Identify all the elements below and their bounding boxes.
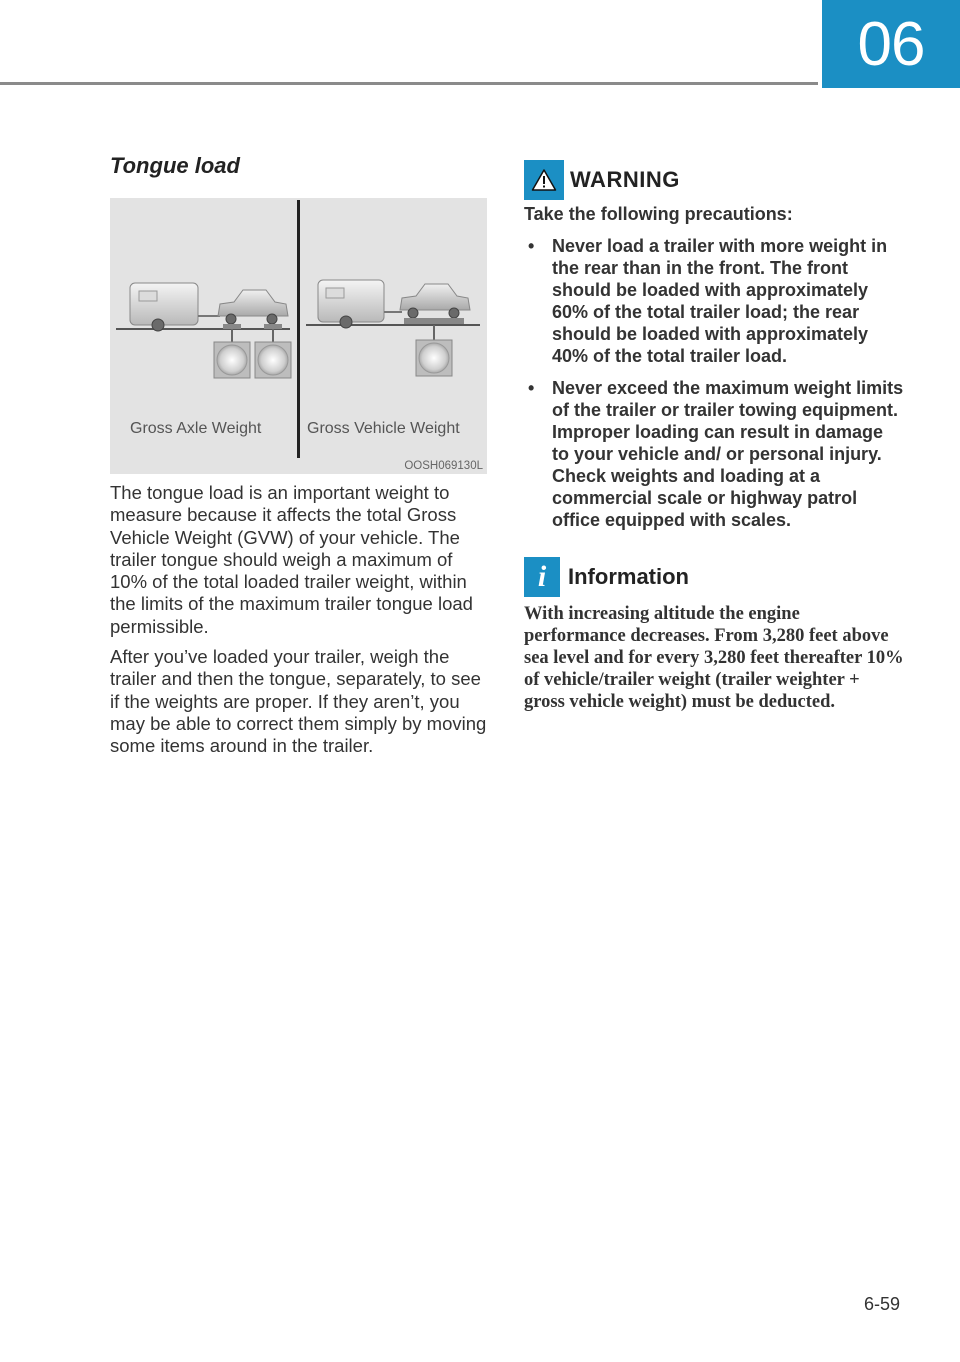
left-column <box>110 152 487 758</box>
information-text: With increasing altitude the engine performance decreases. From 3,280 feet above sea level and for every 3,280 feet thereafter 10% of vehicle/trailer weight (trailer weighter + gross vehicle weight) must be deducted. <box>524 604 904 712</box>
right-column <box>524 160 904 713</box>
section-title: Tongue load <box>110 153 240 178</box>
page-number: 6-59 <box>863 1294 900 1314</box>
tongue-load-figure <box>110 198 487 474</box>
information-header <box>524 557 904 597</box>
warning-badge <box>524 160 564 200</box>
gross-vehicle-weight-illustration <box>306 280 480 376</box>
warning-triangle-icon <box>531 168 557 192</box>
info-icon: i <box>524 557 560 597</box>
information-title: Information <box>568 564 689 589</box>
figure-label-gross-axle-weight: Gross Axle Weight <box>130 420 262 437</box>
paragraph-weigh-trailer: After you’ve loaded your trailer, weigh the trailer and then the tongue, separately, to see if the weights are proper. If they aren’t, you may be able to correct them simply by moving some items around in the trailer. <box>110 646 487 757</box>
gross-axle-weight-illustration <box>116 283 291 378</box>
warning-list <box>524 235 904 531</box>
figure-divider <box>297 200 300 458</box>
warning-title: WARNING <box>570 167 680 192</box>
warning-intro: Take the following precautions: <box>524 204 793 224</box>
warning-item <box>524 377 904 531</box>
bullet-icon: • <box>528 378 535 398</box>
figure-label-gross-vehicle-weight: Gross Vehicle Weight <box>307 420 460 437</box>
figure-code: OOSH069130L <box>404 460 483 472</box>
paragraph-tongue-load: The tongue load is an important weight to measure because it affects the total Gross Vehicle Weight (GVW) of your vehicle. The trailer tongue should weigh a maximum of 10% of the total loaded trailer weight, within the limits of the maximum trailer tongue load permissible. <box>110 482 473 637</box>
bullet-icon: • <box>528 236 535 256</box>
warning-item-text: Never exceed the maximum weight limits of the trailer or trailer towing equipment. Improper loading can result in damage to your vehicle and/ or personal injury. Check weights and loading at a commercial scale or highway patrol office equipped with scales. <box>552 378 904 530</box>
header-rule <box>0 82 818 85</box>
warning-header <box>524 160 904 200</box>
warning-item <box>524 235 904 367</box>
warning-item-text: Never load a trailer with more weight in the rear than in the front. The front should be loaded with approximately 60% of the total trailer load; the rear should be loaded with approximately 40% of the total trailer load. <box>552 236 888 366</box>
chapter-tab: 06 <box>822 0 960 88</box>
